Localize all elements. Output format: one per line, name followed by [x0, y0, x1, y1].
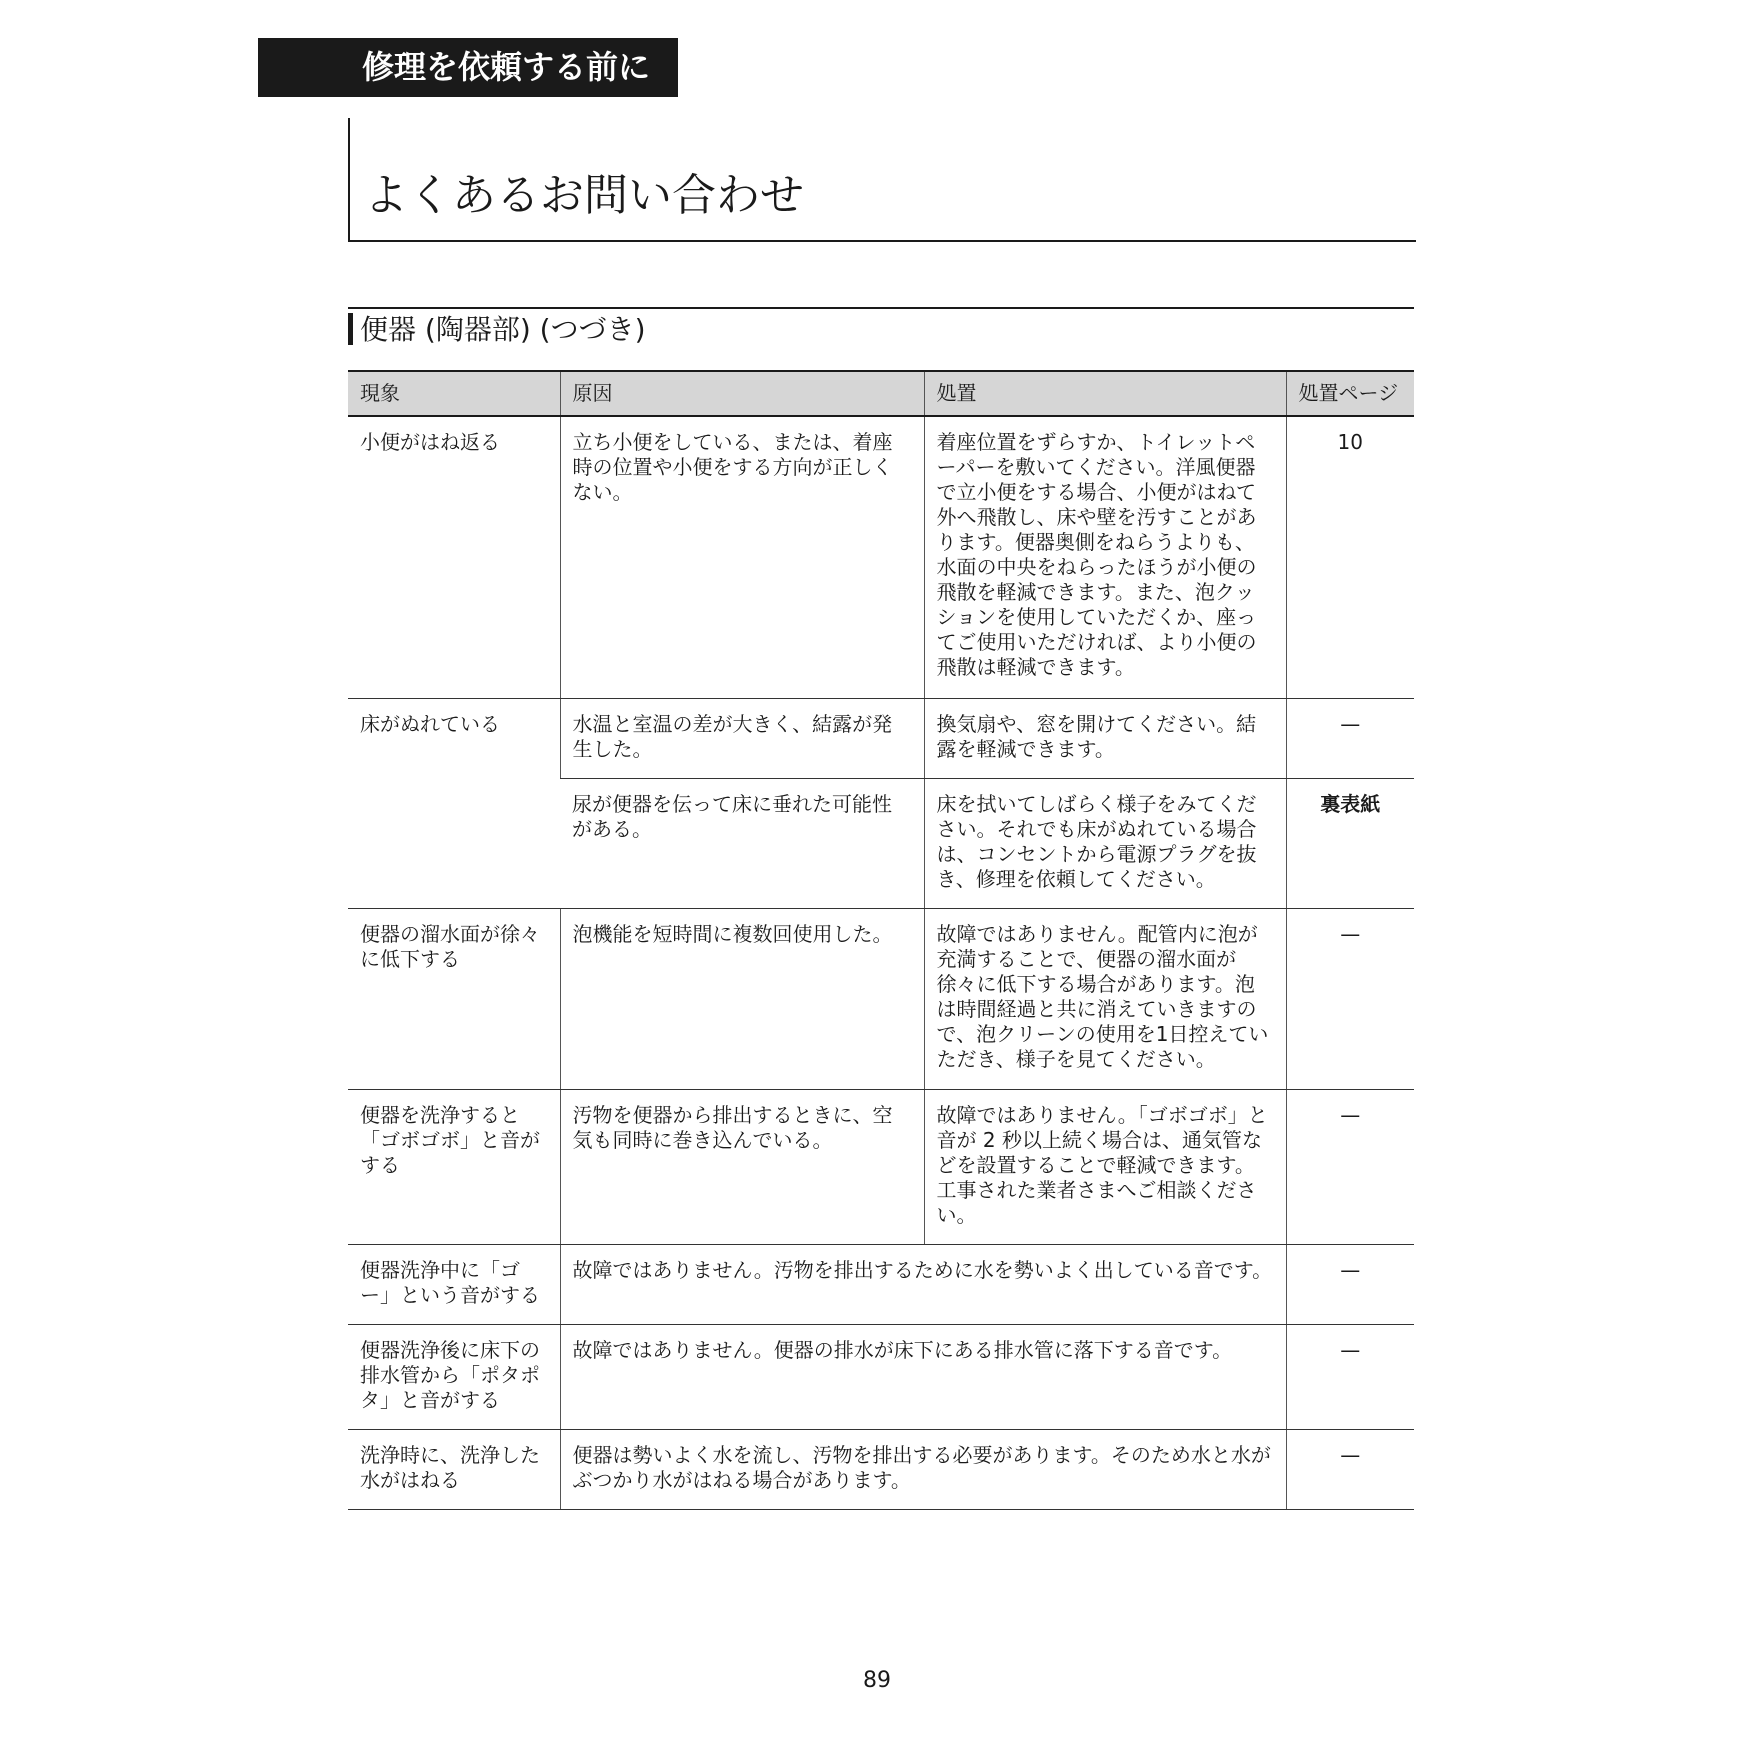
section-marker-bar [348, 313, 353, 345]
section-rule [348, 307, 1414, 309]
symptom-cell: 便器洗浄後に床下の排水管から「ポタポタ」と音がする [348, 1324, 560, 1429]
action-cell: 着座位置をずらすか、トイレットペーパーを敷いてください。洋風便器で立小便をする場合、小便がはねて外へ飛散し、床や壁を汚すことがあります。便器奥側をねらうよりも、水面の中央をねらったほうが小便の飛散を軽減できます。また、泡クッションを使用していただくか、座ってご使用いただければ、より小便の飛散は軽減できます。 [924, 416, 1286, 698]
table-row [348, 416, 1414, 698]
note-cell: 故障ではありません。汚物を排出するために水を勢いよく出している音です。 [560, 1244, 1286, 1324]
chapter-label: 修理を依頼する前に [362, 48, 651, 86]
cause-cell: 立ち小便をしている、または、着座時の位置や小便をする方向が正しくない。 [560, 416, 924, 698]
note-cell: 便器は勢いよく水を流し、汚物を排出する必要があります。そのため水と水がぶつかり水がはねる場合があります。 [560, 1429, 1286, 1509]
column-header-symptom: 現象 [348, 371, 560, 416]
page-ref-cell: 裏表紙 [1286, 778, 1414, 908]
table-row [348, 1429, 1414, 1509]
faq-table [348, 370, 1414, 1510]
page-ref-cell: — [1286, 908, 1414, 1089]
table-header-row [348, 371, 1414, 416]
chapter-header-band [258, 38, 678, 97]
symptom-cell: 便器を洗浄すると「ゴボゴボ」と音がする [348, 1089, 560, 1244]
symptom-cell: 便器の溜水面が徐々に低下する [348, 908, 560, 1089]
cause-cell: 水温と室温の差が大きく、結露が発生した。 [560, 698, 924, 778]
column-header-cause: 原因 [560, 371, 924, 416]
action-cell: 故障ではありません。配管内に泡が充満することで、便器の溜水面が徐々に低下する場合があります。泡は時間経過と共に消えていきますので、泡クリーンの使用を1日控えていただき、様子を見てください。 [924, 908, 1286, 1089]
note-cell: 故障ではありません。便器の排水が床下にある排水管に落下する音です。 [560, 1324, 1286, 1429]
page-ref-cell: 10 [1286, 416, 1414, 698]
section-title: 便器 (陶器部) (つづき) [360, 313, 646, 346]
table-row [348, 1089, 1414, 1244]
action-cell: 床を拭いてしばらく様子をみてください。それでも床がぬれている場合は、コンセントから電源プラグを抜き、修理を依頼してください。 [924, 778, 1286, 908]
page-title: よくあるお問い合わせ [364, 170, 804, 221]
table-row [348, 698, 1414, 778]
table-row [348, 908, 1414, 1089]
table-row [348, 1324, 1414, 1429]
page-ref-cell: — [1286, 1324, 1414, 1429]
page-ref-cell: — [1286, 698, 1414, 778]
symptom-cell: 床がぬれている [348, 698, 560, 908]
page-ref-cell: — [1286, 1429, 1414, 1509]
cause-cell: 尿が便器を伝って床に垂れた可能性がある。 [560, 778, 924, 908]
page-title-block [348, 118, 1416, 242]
symptom-cell: 洗浄時に、洗浄した水がはねる [348, 1429, 560, 1509]
page-ref-cell: — [1286, 1089, 1414, 1244]
column-header-page: 処置ページ [1286, 371, 1414, 416]
cause-cell: 泡機能を短時間に複数回使用した。 [560, 908, 924, 1089]
cause-cell: 汚物を便器から排出するときに、空気も同時に巻き込んでいる。 [560, 1089, 924, 1244]
column-header-action: 処置 [924, 371, 1286, 416]
page-ref-cell: — [1286, 1244, 1414, 1324]
symptom-cell: 便器洗浄中に「ゴー」という音がする [348, 1244, 560, 1324]
symptom-cell: 小便がはね返る [348, 416, 560, 698]
table-row [348, 1244, 1414, 1324]
page-number: 89 [863, 1668, 891, 1693]
action-cell: 故障ではありません。「ゴボゴボ」と音が 2 秒以上続く場合は、通気管などを設置することで軽減できます。工事された業者さまへご相談ください。 [924, 1089, 1286, 1244]
action-cell: 換気扇や、窓を開けてください。結露を軽減できます。 [924, 698, 1286, 778]
